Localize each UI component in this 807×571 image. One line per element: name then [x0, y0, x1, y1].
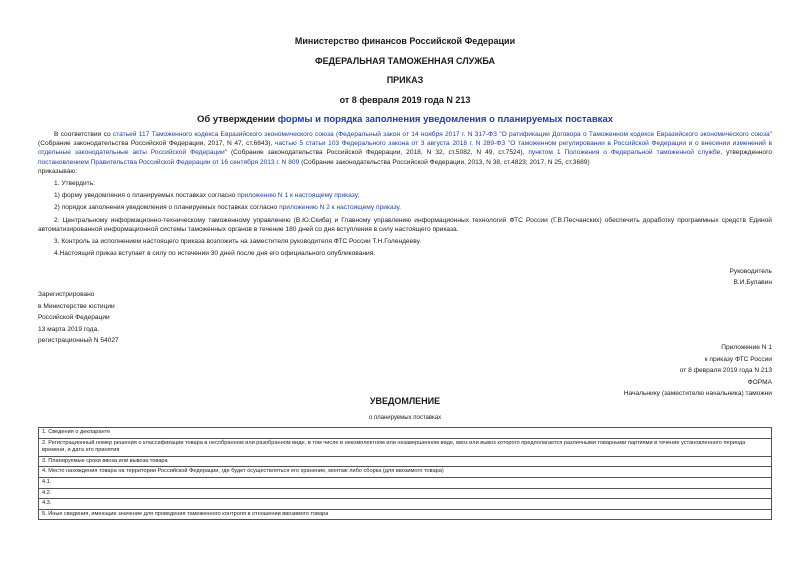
item-1: 1. Утвердить:	[54, 180, 95, 188]
preamble-text-5: (Собрание законодательства Российской Федерации, 2013, N 38, ст.4823; 2017, N 25, ст.3689)	[299, 158, 590, 166]
appendix-1-link[interactable]: приложению N 1 к настоящему приказу	[237, 192, 359, 200]
item-1-2	[38, 203, 772, 212]
item-1-2-end: .	[399, 204, 402, 212]
table-row	[39, 488, 772, 499]
table-row	[39, 499, 772, 510]
table-row	[39, 428, 772, 439]
table-row	[39, 509, 772, 520]
appendix-line-5: Начальнику (заместителю начальника) таможни	[623, 390, 772, 397]
ministry-heading: Министерство финансов Российской Федерации	[294, 36, 516, 46]
registration-line-2: в Министерстве юстиции	[38, 302, 115, 310]
table-row	[39, 456, 772, 467]
notice-title: УВЕДОМЛЕНИЕ	[369, 396, 441, 406]
registration-block	[38, 289, 119, 347]
preamble-paragraph	[38, 130, 772, 167]
table-row	[39, 467, 772, 478]
signature-name: В.И.Булавин	[733, 279, 772, 286]
document-body	[38, 130, 772, 258]
item-1-1-end: ;	[358, 192, 360, 200]
preamble-text-1: В соответствии со	[54, 131, 113, 138]
item-4: 4.Настоящий приказ вступает в силу по истечении 30 дней после дня его официального опубликования.	[54, 250, 376, 258]
item-1-1-text: 1) форму уведомления о планируемых поставках согласно	[54, 192, 238, 200]
preamble-text-3: (Собрание законодательства Российской Федерации, 2018, N 32, ст.5082, N 49, ст.7524),	[226, 149, 529, 157]
item-1-2-text: 2) порядок заполнения уведомления о планируемых поставках согласно	[54, 204, 280, 212]
appendix-line-1: Приложение N 1	[721, 344, 772, 351]
item-2: 2. Центральному информационно-техническому таможенному управлению (В.Ю.Скиба) и Главному управлению информационных технологий ФТС России (Г.В.Песчанских) обеспечить доработку программных средств Единой автоматизированной информационной системы таможенных органов в течение 180 дней со дня вступления в силу настоящего приказа.	[38, 216, 772, 233]
document-title	[38, 114, 772, 125]
title-link[interactable]: формы и порядка заполнения уведомления о планируемых поставках	[277, 114, 614, 125]
table-row	[39, 477, 772, 488]
appendix-line-3: от 8 февраля 2019 года N 213	[679, 367, 772, 374]
preamble-link-regulation[interactable]: пунктом 1 Положения о Федеральной таможенной службе	[528, 149, 721, 157]
document-page	[38, 0, 772, 571]
form-row-5: 5. Иные сведения, имеющие значение для проведения таможенного контроля в отношении ввозимого товара	[39, 509, 772, 520]
appendix-block	[624, 342, 772, 400]
signature-block	[730, 266, 772, 288]
registration-line-1: Зарегистрировано	[38, 291, 95, 298]
notice-form-table	[38, 427, 772, 520]
appendix-line-4: ФОРМА	[747, 378, 772, 386]
doc-type-heading: ПРИКАЗ	[386, 75, 424, 85]
preamble-link-federal-law[interactable]: частью 5 статьи 103 Федерального закона от 3 августа 2018 г. N 289-ФЗ "О таможенном регулировании в Российской Федерации и о внесении изменений в отдельные законодательные акты Российской Федерации"	[38, 140, 772, 157]
form-row-4-2: 4.2.	[39, 488, 772, 499]
form-row-4: 4. Место нахождения товара на территории Российской Федерации, где будет осуществляться его хранение, монтаж либо сборка (для ввозимого товара)	[39, 467, 772, 478]
form-row-4-3: 4.3.	[39, 499, 772, 510]
form-row-3: 3. Планируемые сроки ввоза или вывоза товара	[39, 456, 772, 467]
form-row-4-1: 4.1.	[39, 477, 772, 488]
signature-position: Руководитель	[729, 268, 772, 275]
registration-line-3: Российской Федерации	[38, 314, 110, 321]
table-row	[39, 438, 772, 456]
service-heading: ФЕДЕРАЛЬНАЯ ТАМОЖЕННАЯ СЛУЖБА	[314, 56, 496, 66]
preamble-link-customs-code[interactable]: статьей 117 Таможенного кодекса Евразийского экономического союза (Федеральный закон от 14 ноября 2017 г. N 317-ФЗ "О ратификации Договора о Таможенном кодексе Евразийского экономического союза"	[112, 131, 772, 138]
preamble-text-2: (Собрание законодательства Российской Федерации, 2017, N 47, ст.6843),	[38, 140, 275, 148]
date-number-heading: от 8 февраля 2019 года N 213	[339, 95, 471, 105]
item-1-1	[38, 191, 772, 200]
notice-subtitle: о планируемых поставках	[368, 415, 442, 421]
appendix-2-link[interactable]: приложению N 2 к настоящему приказу	[279, 204, 400, 212]
appendix-line-2: к приказу ФТС России	[704, 355, 772, 363]
form-row-2: 2. Регистрационный номер решения о классификации товара в несобранном или разобранном виде, в том числе в некомплектном или незавершенном виде, ввоз или вывоз которого предполагается различными товарными партиями в течение установленного периода времени, и дата его принятия	[39, 438, 772, 456]
item-3: 3. Контроль за исполнением настоящего приказа возложить на заместителя руководителя ФТС России Т.Н.Голендееву.	[54, 238, 422, 246]
form-row-1: 1. Сведения о декларанте	[39, 428, 772, 439]
registration-line-4: 13 марта 2019 года,	[38, 325, 99, 333]
preamble-link-resolution[interactable]: постановлением Правительства Российской Федерации от 16 сентября 2013 г. N 809	[38, 158, 300, 166]
preamble-text-4: , утвержденного	[720, 149, 772, 157]
registration-line-5: регистрационный N 54027	[38, 337, 119, 344]
order-word: приказываю:	[38, 167, 78, 175]
title-prefix: Об утверждении	[196, 114, 278, 125]
